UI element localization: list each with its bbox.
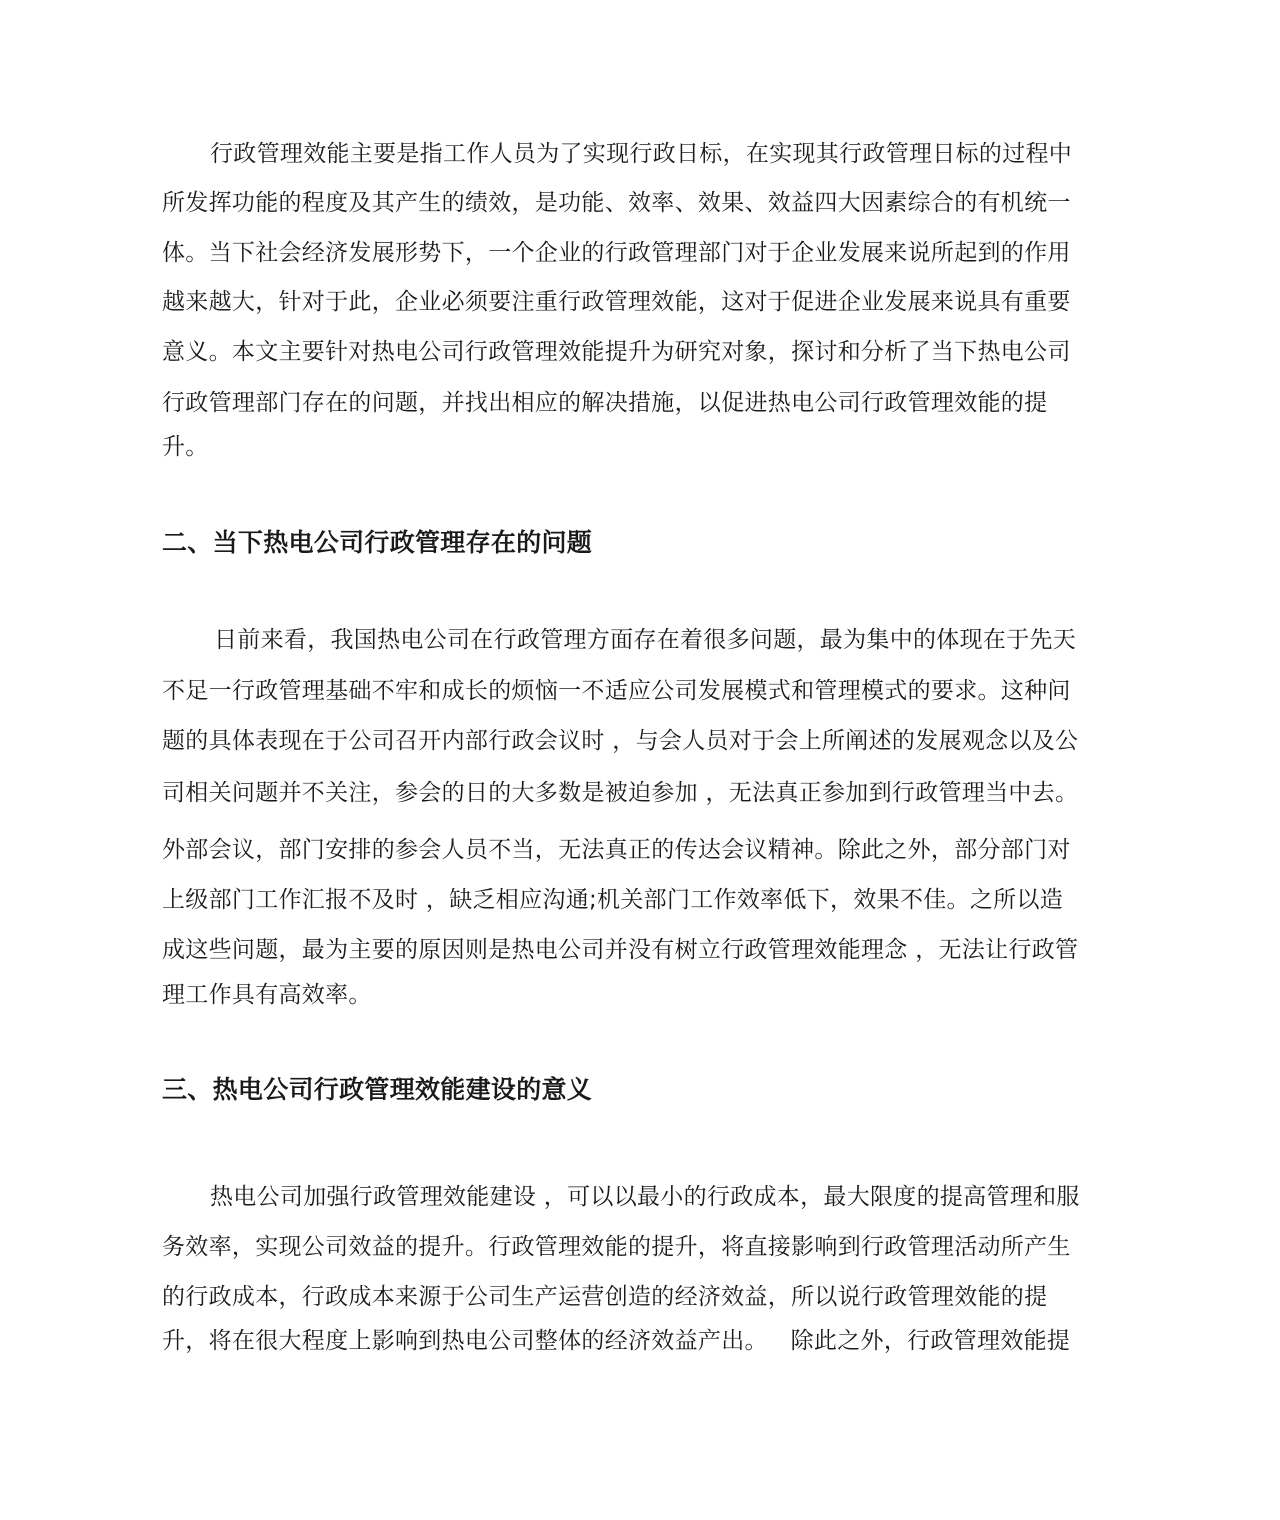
paragraph-2-line-5: 外部会议，部门安排的参会人员不当，无法真正的传达会议精神。除此之外，部分部门对	[162, 837, 1071, 863]
paragraph-2-line-8: 理工作具有高效率。	[162, 982, 372, 1008]
paragraph-3-line-3: 的行政成本，行政成本来源于公司生产运营创造的经济效益，所以说行政管理效能的提	[162, 1284, 1048, 1310]
paragraph-2-line-7: 成这些问题，最为主要的原因则是热电公司并没有树立行政管理效能理念 ，无法让行政管	[162, 937, 1079, 963]
paragraph-2-line-6: 上级部门工作汇报不及时 ，缺乏相应沟通;机关部门工作效率低下，效果不佳。之所以造	[162, 887, 1064, 913]
paragraph-1-line-1: 行政管理效能主要是指工作人员为了实现行政日标，在实现其行政管理日标的过程中	[210, 141, 1073, 167]
paragraph-2-line-1: 日前来看，我国热电公司在行政管理方面存在着很多问题，最为集中的体现在于先天	[214, 627, 1077, 653]
paragraph-2-line-4: 司相关问题并不关注，参会的日的大多数是被迫参加 ，无法真正参加到行政管理当中去。	[162, 780, 1079, 806]
paragraph-2-line-3: 题的具体表现在于公司召开内部行政会议时 ，与会人员对于会上所阐述的发展观念以及公	[162, 728, 1079, 754]
paragraph-1-line-7: 升。	[162, 434, 209, 460]
paragraph-1-line-3: 体。当下社会经济发展形势下，一个企业的行政管理部门对于企业发展来说所起到的作用	[162, 240, 1071, 266]
paragraph-1-line-2: 所发挥功能的程度及其产生的绩效，是功能、效率、效果、效益四大因素综合的有机统一	[162, 190, 1071, 216]
paragraph-1-line-6: 行政管理部门存在的问题，并找出相应的解决措施，以促进热电公司行政管理效能的提	[162, 390, 1048, 416]
section-heading-3: 三、热电公司行政管理效能建设的意义	[162, 1075, 593, 1104]
paragraph-2-line-2: 不足一行政管理基础不牢和成长的烦恼一不适应公司发展模式和管理模式的要求。这种问	[162, 678, 1071, 704]
paragraph-3-line-4: 升，将在很大程度上影响到热电公司整体的经济效益产出。 除此之外，行政管理效能提	[162, 1328, 1071, 1354]
paragraph-3-line-1: 热电公司加强行政管理效能建设 ，可以以最小的行政成本，最大限度的提高管理和服	[210, 1184, 1080, 1210]
section-heading-2: 二、当下热电公司行政管理存在的问题	[162, 528, 593, 557]
paragraph-3-line-2: 务效率，实现公司效益的提升。行政管理效能的提升，将直接影响到行政管理活动所产生	[162, 1234, 1071, 1260]
paragraph-1-line-5: 意义。本文主要针对热电公司行政管理效能提升为研究对象，探讨和分析了当下热电公司	[162, 339, 1071, 365]
paragraph-1-line-4: 越来越大，针对于此，企业必须要注重行政管理效能，这对于促进企业发展来说具有重要	[162, 289, 1071, 315]
